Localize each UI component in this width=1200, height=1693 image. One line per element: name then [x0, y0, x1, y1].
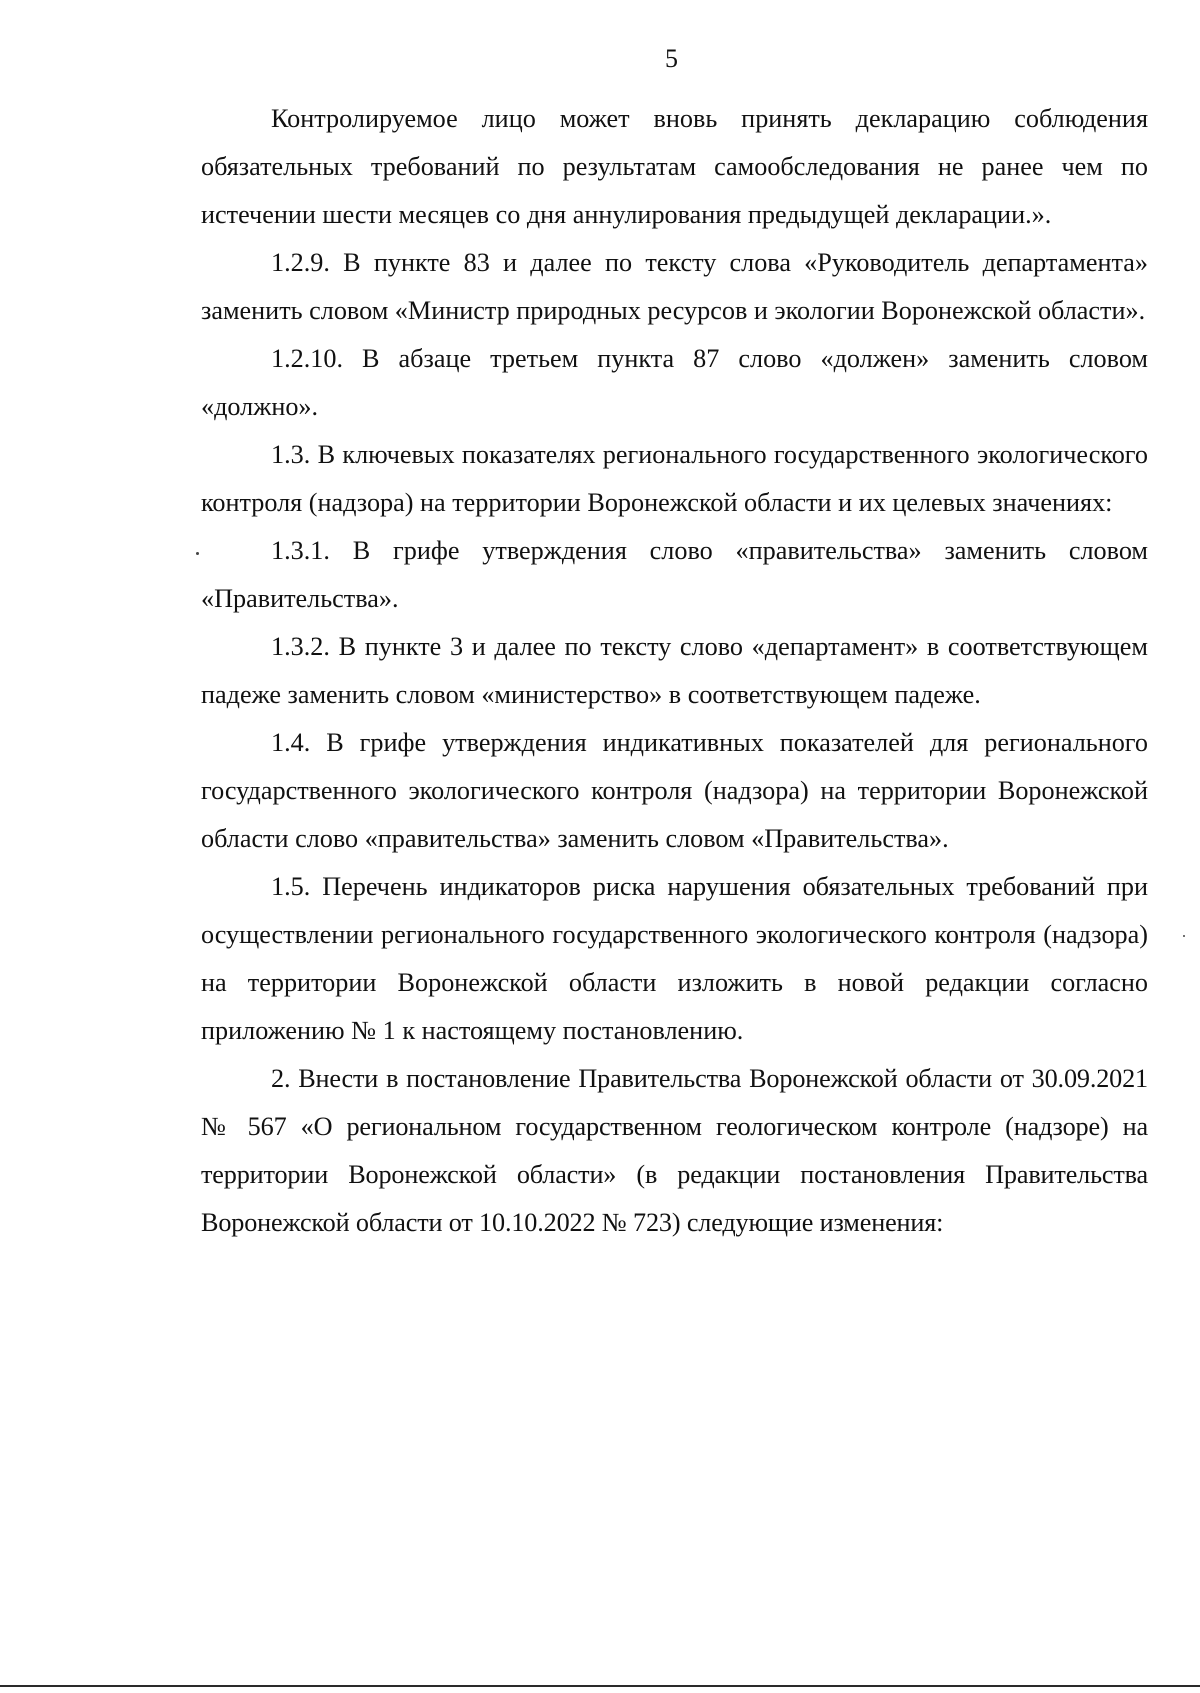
paragraph-1-4: 1.4. В грифе утверждения индикативных показателей для регионального государственного экологического контроля (надзора) на территории Воронежской области слово «правительства» заменить словом «Правительства».: [201, 728, 1148, 853]
paragraph-declaration-renewal: Контролируемое лицо может вновь принять декларацию соблюдения обязательных требований по результатам самообследования не ранее чем по истечении шести месяцев со дня аннулирования предыдущей декларации.».: [201, 104, 1148, 229]
document-body: [201, 95, 1148, 1247]
paragraph-2: 2. Внести в постановление Правительства Воронежской области от 30.09.2021 № 567 «О региональном государственном геологическом контроле (надзоре) на территории Воронежской области» (в редакции постановления Правительства Воронежской области от 10.10.2022 № 723) следующие изменения:: [201, 1064, 1148, 1237]
bottom-rule: [0, 1685, 1200, 1687]
paragraph-1-3-2: 1.3.2. В пункте 3 и далее по тексту слово «департамент» в соответствующем падеже заменить словом «министерство» в соответствующем падеже.: [201, 632, 1148, 709]
paragraph-1-3: 1.3. В ключевых показателях регионального государственного экологического контроля (надзора) на территории Воронежской области и их целевых значениях:: [201, 440, 1148, 517]
paragraph-1-2-9: 1.2.9. В пункте 83 и далее по тексту слова «Руководитель департамента» заменить словом «Министр природных ресурсов и экологии Воронежской области».: [201, 248, 1148, 325]
paragraph-1-2-10: 1.2.10. В абзаце третьем пункта 87 слово «должен» заменить словом «должно».: [201, 344, 1148, 421]
scan-speck: [196, 552, 199, 555]
paragraph-1-5: 1.5. Перечень индикаторов риска нарушения обязательных требований при осуществлении регионального государственного экологического контроля (надзора) на территории Воронежской области изложить в новой редакции согласно приложению № 1 к настоящему постановлению.: [201, 872, 1148, 1045]
paragraph-1-3-1: 1.3.1. В грифе утверждения слово «правительства» заменить словом «Правительства».: [201, 536, 1148, 613]
page-number: 5: [665, 44, 678, 73]
scan-speck: [1183, 935, 1185, 937]
